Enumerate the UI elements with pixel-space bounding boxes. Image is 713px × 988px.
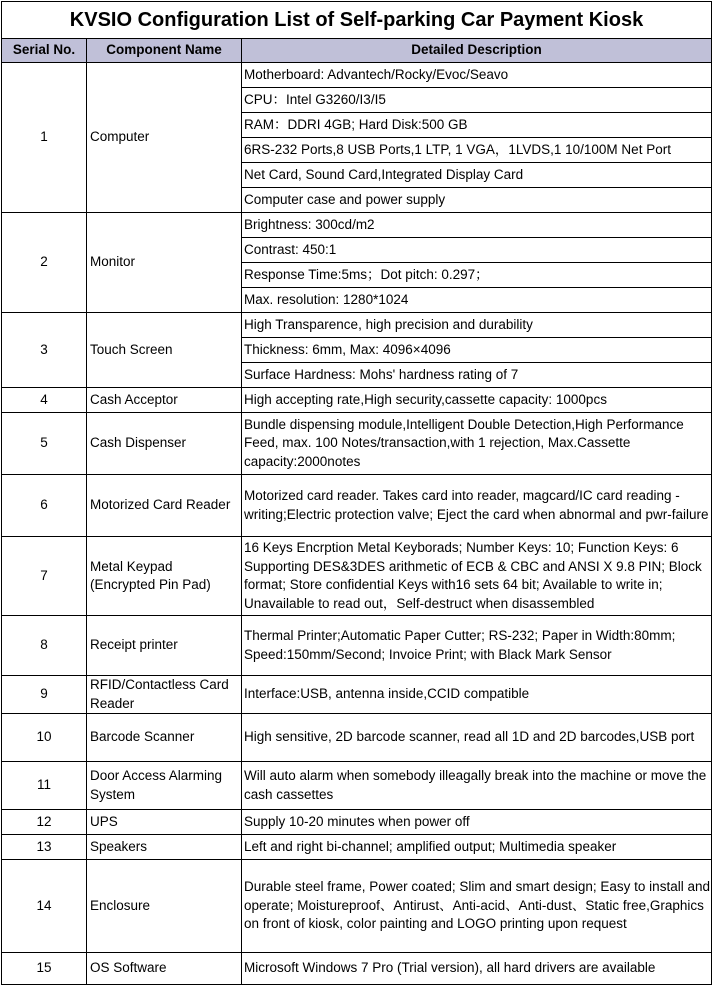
description-cell: High accepting rate,High security,cassette capacity: 1000pcs <box>242 388 712 413</box>
description-cell: Surface Hardness: Mohs' hardness rating of 7 <box>242 363 712 388</box>
component-cell: Barcode Scanner <box>87 714 242 762</box>
description-cell: High Transparence, high precision and durability <box>242 313 712 338</box>
component-cell: Touch Screen <box>87 313 242 388</box>
table-row <box>2 388 712 413</box>
description-cell: RAM：DDRI 4GB; Hard Disk:500 GB <box>242 113 712 138</box>
description-cell: Contrast: 450:1 <box>242 238 712 263</box>
component-cell: Computer <box>87 63 242 213</box>
table-row <box>2 860 712 953</box>
description-cell: Max. resolution: 1280*1024 <box>242 288 712 313</box>
serial-cell: 11 <box>2 762 87 810</box>
serial-cell: 2 <box>2 213 87 313</box>
serial-cell: 5 <box>2 413 87 475</box>
component-cell: Cash Dispenser <box>87 413 242 475</box>
table-row <box>2 537 712 616</box>
component-cell: Enclosure <box>87 860 242 953</box>
serial-cell: 1 <box>2 63 87 213</box>
description-cell: High sensitive, 2D barcode scanner, read all 1D and 2D barcodes,USB port <box>242 714 712 762</box>
table-row <box>2 63 712 88</box>
description-cell: Supply 10-20 minutes when power off <box>242 810 712 835</box>
description-cell: Motorized card reader. Takes card into reader, magcard/IC card reading - writing;Electric protection valve; Eject the card when abnormal and pwr-failure <box>242 475 712 537</box>
table-row <box>2 313 712 338</box>
serial-cell: 6 <box>2 475 87 537</box>
description-cell: Thermal Printer;Automatic Paper Cutter; RS-232; Paper in Width:80mm; Speed:150mm/Second; Invoice Print; with Black Mark Sensor <box>242 616 712 676</box>
component-cell: UPS <box>87 810 242 835</box>
serial-cell: 4 <box>2 388 87 413</box>
description-cell: Thickness: 6mm, Max: 4096×4096 <box>242 338 712 363</box>
table-row <box>2 475 712 537</box>
component-cell: Receipt printer <box>87 616 242 676</box>
component-cell: Motorized Card Reader <box>87 475 242 537</box>
description-cell: Net Card, Sound Card,Integrated Display Card <box>242 163 712 188</box>
config-table <box>1 1 712 985</box>
description-cell: Durable steel frame, Power coated; Slim and smart design; Easy to install and operate; Moistureproof、Antirust、Anti-acid、Anti-dust、Static free,Graphics on front of kiosk, color painting and LOGO printing upon request <box>242 860 712 953</box>
table-row <box>2 616 712 676</box>
serial-cell: 3 <box>2 313 87 388</box>
description-cell: 6RS-232 Ports,8 USB Ports,1 LTP, 1 VGA，1LVDS,1 10/100M Net Port <box>242 138 712 163</box>
serial-cell: 12 <box>2 810 87 835</box>
description-cell: 16 Keys Encrption Metal Keyborads; Number Keys: 10; Function Keys: 6 Supporting DES&3DES arithmetic of ECB & CBC and ANSI X 9.8 PIN; Block format; Store confidential Keys with16 sets 64 bit; Available to write in; Unavailable to read out，Self-destruct when disassembled <box>242 537 712 616</box>
description-cell: Brightness: 300cd/m2 <box>242 213 712 238</box>
serial-cell: 9 <box>2 676 87 714</box>
table-row <box>2 213 712 238</box>
component-cell: OS Software <box>87 953 242 985</box>
table-row <box>2 714 712 762</box>
component-cell: Door Access Alarming System <box>87 762 242 810</box>
description-cell: Motherboard: Advantech/Rocky/Evoc/Seavo <box>242 63 712 88</box>
description-cell: Will auto alarm when somebody illeagally break into the machine or move the cash cassettes <box>242 762 712 810</box>
component-cell: RFID/Contactless Card Reader <box>87 676 242 714</box>
description-cell: Interface:USB, antenna inside,CCID compatible <box>242 676 712 714</box>
serial-cell: 15 <box>2 953 87 985</box>
table-row <box>2 762 712 810</box>
header-description: Detailed Description <box>242 39 712 63</box>
table-title: KVSIO Configuration List of Self-parking Car Payment Kiosk <box>2 2 712 39</box>
table-row <box>2 953 712 985</box>
table-row <box>2 835 712 860</box>
table-row <box>2 810 712 835</box>
description-cell: Bundle dispensing module,Intelligent Double Detection,High Performance Feed, max. 100 Notes/transaction,with 1 rejection, Max.Cassette capacity:2000notes <box>242 413 712 475</box>
table-row <box>2 413 712 475</box>
serial-cell: 8 <box>2 616 87 676</box>
serial-cell: 10 <box>2 714 87 762</box>
serial-cell: 7 <box>2 537 87 616</box>
header-serial: Serial No. <box>2 39 87 63</box>
description-cell: CPU：Intel G3260/I3/I5 <box>242 88 712 113</box>
header-component: Component Name <box>87 39 242 63</box>
table-row <box>2 676 712 714</box>
component-cell: Speakers <box>87 835 242 860</box>
serial-cell: 13 <box>2 835 87 860</box>
description-cell: Response Time:5ms；Dot pitch: 0.297； <box>242 263 712 288</box>
component-cell: Cash Acceptor <box>87 388 242 413</box>
description-cell: Microsoft Windows 7 Pro (Trial version), all hard drivers are available <box>242 953 712 985</box>
description-cell: Left and right bi-channel; amplified output; Multimedia speaker <box>242 835 712 860</box>
description-cell: Computer case and power supply <box>242 188 712 213</box>
component-cell: Monitor <box>87 213 242 313</box>
serial-cell: 14 <box>2 860 87 953</box>
component-cell: Metal Keypad (Encrypted Pin Pad) <box>87 537 242 616</box>
